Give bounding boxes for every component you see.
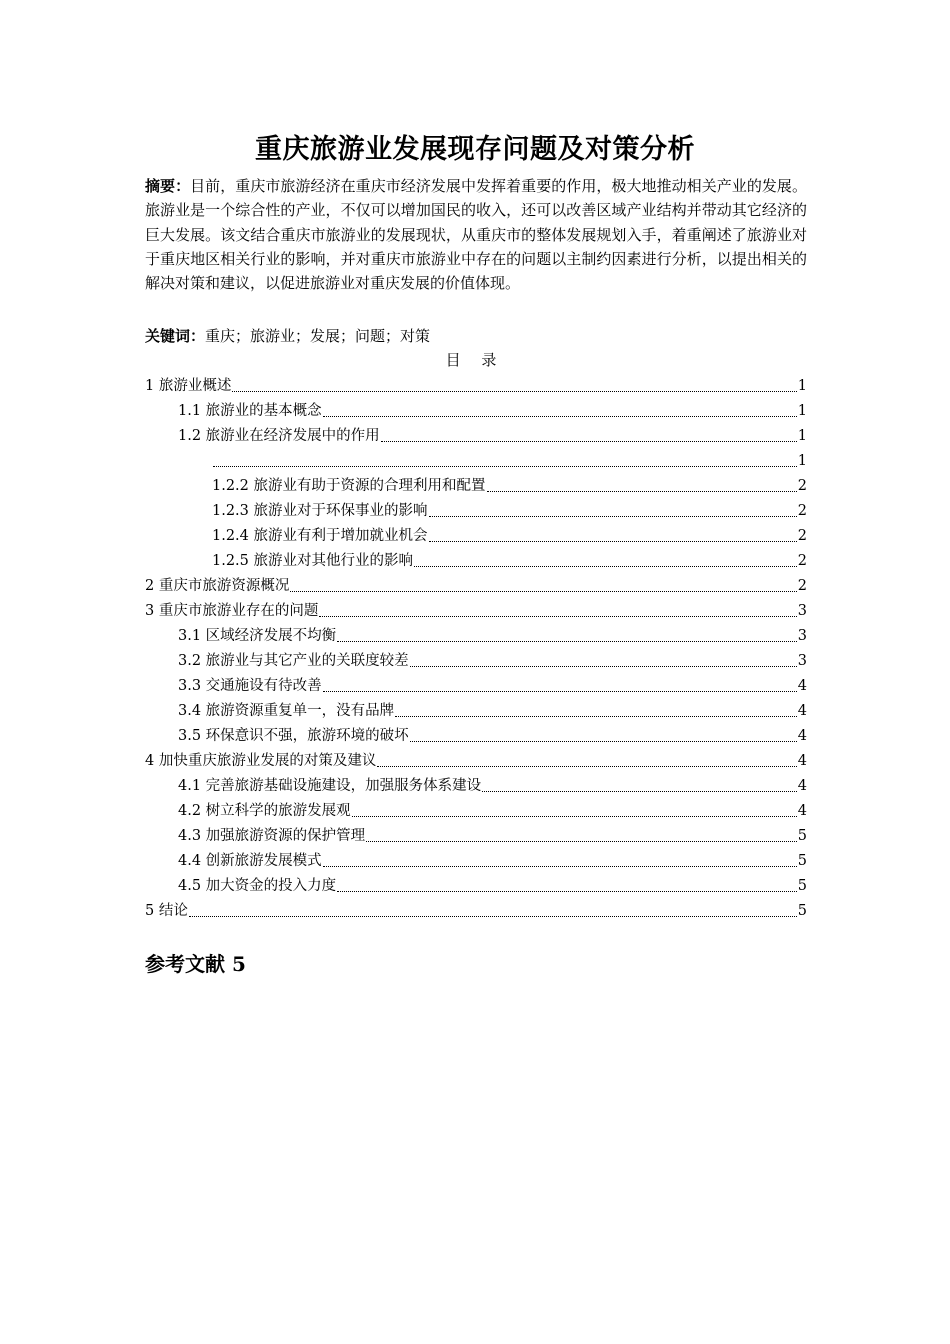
toc-page-number: 2 [797, 578, 807, 594]
toc-entry[interactable] [145, 698, 807, 723]
toc-page-number: 4 [797, 703, 807, 719]
toc-entry[interactable] [145, 773, 807, 798]
toc-entry-label: 3.5 环保意识不强，旅游环境的破坏 [178, 728, 409, 744]
toc-page-number: 2 [797, 528, 807, 544]
toc-entry[interactable] [145, 873, 807, 898]
toc-dot-leader [213, 450, 797, 467]
toc-dot-leader [482, 775, 797, 792]
toc-entry-label: 1.2.5 旅游业对其他行业的影响 [212, 553, 414, 569]
toc-entry-label: 1.2 旅游业在经济发展中的作用 [178, 428, 380, 444]
toc-dot-leader [232, 375, 796, 392]
toc-entry-label: 5 结论 [145, 903, 188, 919]
toc-page-number: 5 [797, 903, 807, 919]
toc-dot-leader [429, 500, 797, 517]
toc-entry-label: 1.1 旅游业的基本概念 [178, 403, 322, 419]
toc-page-number: 2 [797, 553, 807, 569]
toc-dot-leader [337, 875, 797, 892]
toc-entry[interactable] [145, 523, 807, 548]
toc-dot-leader [337, 625, 797, 642]
toc-page-number: 5 [797, 828, 807, 844]
toc-dot-leader [323, 675, 797, 692]
toc-page-number: 3 [797, 653, 807, 669]
toc-heading: 目 录 [445, 351, 505, 369]
references-heading: 参考文献 5 [145, 952, 246, 976]
toc-entry-label: 4.3 加强旅游资源的保护管理 [178, 828, 366, 844]
toc-dot-leader [323, 850, 797, 867]
toc-page-number: 2 [797, 503, 807, 519]
toc-entry[interactable] [145, 798, 807, 823]
toc-page-number: 3 [797, 628, 807, 644]
toc-entry[interactable] [145, 548, 807, 573]
toc-dot-leader [352, 800, 797, 817]
toc-page-number: 2 [797, 478, 807, 494]
table-of-contents [145, 373, 807, 923]
abstract-label: 摘要： [145, 177, 191, 195]
toc-dot-leader [429, 525, 797, 542]
toc-page-number: 1 [797, 428, 807, 444]
toc-entry[interactable] [145, 598, 807, 623]
abstract-text: 目前，重庆市旅游经济在重庆市经济发展中发挥着重要的作用，极大地推动相关产业的发展。旅游业是一个综合性的产业，不仅可以增加国民的收入，还可以改善区域产业结构并带动其它经济的巨大发展。该文结合重庆市旅游业的发展现状，从重庆市的整体发展规划入手，着重阐述了旅游业对于重庆地区相关行业的影响，并对重庆市旅游业中存在的问题以主制约因素进行分析，以提出相关的解决对策和建议，以促进旅游业对重庆发展的价值体现。 [145, 177, 807, 293]
toc-entry[interactable] [145, 648, 807, 673]
toc-entry-label: 1.2.4 旅游业有利于增加就业机会 [212, 528, 428, 544]
toc-dot-leader [410, 725, 797, 742]
keywords [145, 324, 807, 348]
toc-entry-label: 4.5 加大资金的投入力度 [178, 878, 337, 894]
toc-entry-label: 4.4 创新旅游发展模式 [178, 853, 322, 869]
toc-entry[interactable] [145, 473, 807, 498]
toc-dot-leader [414, 550, 797, 567]
toc-page-number: 5 [797, 853, 807, 869]
toc-entry[interactable] [145, 748, 807, 773]
toc-entry-label: 2 重庆市旅游资源概况 [145, 578, 290, 594]
toc-entry-label: 4.2 树立科学的旅游发展观 [178, 803, 351, 819]
toc-page-number: 1 [797, 403, 807, 419]
toc-dot-leader [319, 600, 796, 617]
toc-page-number: 1 [797, 378, 807, 394]
toc-entry-label: 1.2.2 旅游业有助于资源的合理利用和配置 [212, 478, 486, 494]
toc-page-number: 5 [797, 878, 807, 894]
toc-dot-leader [410, 650, 797, 667]
document-title: 重庆旅游业发展现存问题及对策分析 [255, 134, 695, 165]
toc-page-number: 4 [797, 753, 807, 769]
toc-entry-label: 3.1 区域经济发展不均衡 [178, 628, 337, 644]
toc-entry-label: 3.2 旅游业与其它产业的关联度较差 [178, 653, 409, 669]
toc-entry-label: 3 重庆市旅游业存在的问题 [145, 603, 319, 619]
keywords-text: 重庆；旅游业；发展；问题；对策 [205, 327, 431, 345]
toc-entry[interactable] [145, 373, 807, 398]
toc-page-number: 3 [797, 603, 807, 619]
toc-entry[interactable] [145, 398, 807, 423]
toc-page-number: 1 [797, 453, 807, 469]
toc-dot-leader [189, 900, 797, 917]
toc-dot-leader [487, 475, 797, 492]
toc-page-number: 4 [797, 678, 807, 694]
toc-page-number: 4 [797, 803, 807, 819]
keywords-label: 关键词： [145, 327, 206, 345]
toc-dot-leader [290, 575, 796, 592]
toc-page-number: 4 [797, 728, 807, 744]
toc-entry-label: 1.2.3 旅游业对于环保事业的影响 [212, 503, 428, 519]
toc-entry-label: 4 加快重庆旅游业发展的对策及建议 [145, 753, 377, 769]
toc-entry[interactable] [145, 823, 807, 848]
toc-dot-leader [366, 825, 797, 842]
toc-entry-label: 4.1 完善旅游基础设施建设，加强服务体系建设 [178, 778, 482, 794]
toc-dot-leader [323, 400, 797, 417]
toc-entry[interactable] [145, 848, 807, 873]
toc-dot-leader [381, 425, 797, 442]
toc-dot-leader [377, 750, 796, 767]
toc-entry[interactable] [145, 623, 807, 648]
toc-entry[interactable] [145, 423, 807, 448]
toc-entry-label: 3.3 交通施设有待改善 [178, 678, 322, 694]
toc-page-number: 4 [797, 778, 807, 794]
toc-entry[interactable] [145, 673, 807, 698]
abstract [145, 174, 807, 295]
toc-entry-label: 3.4 旅游资源重复单一，没有品牌 [178, 703, 395, 719]
toc-entry[interactable] [145, 498, 807, 523]
toc-entry[interactable] [145, 448, 807, 473]
toc-entry-label: 1 旅游业概述 [145, 378, 232, 394]
toc-entry[interactable] [145, 723, 807, 748]
toc-entry[interactable] [145, 573, 807, 598]
toc-entry[interactable] [145, 898, 807, 923]
toc-dot-leader [395, 700, 797, 717]
